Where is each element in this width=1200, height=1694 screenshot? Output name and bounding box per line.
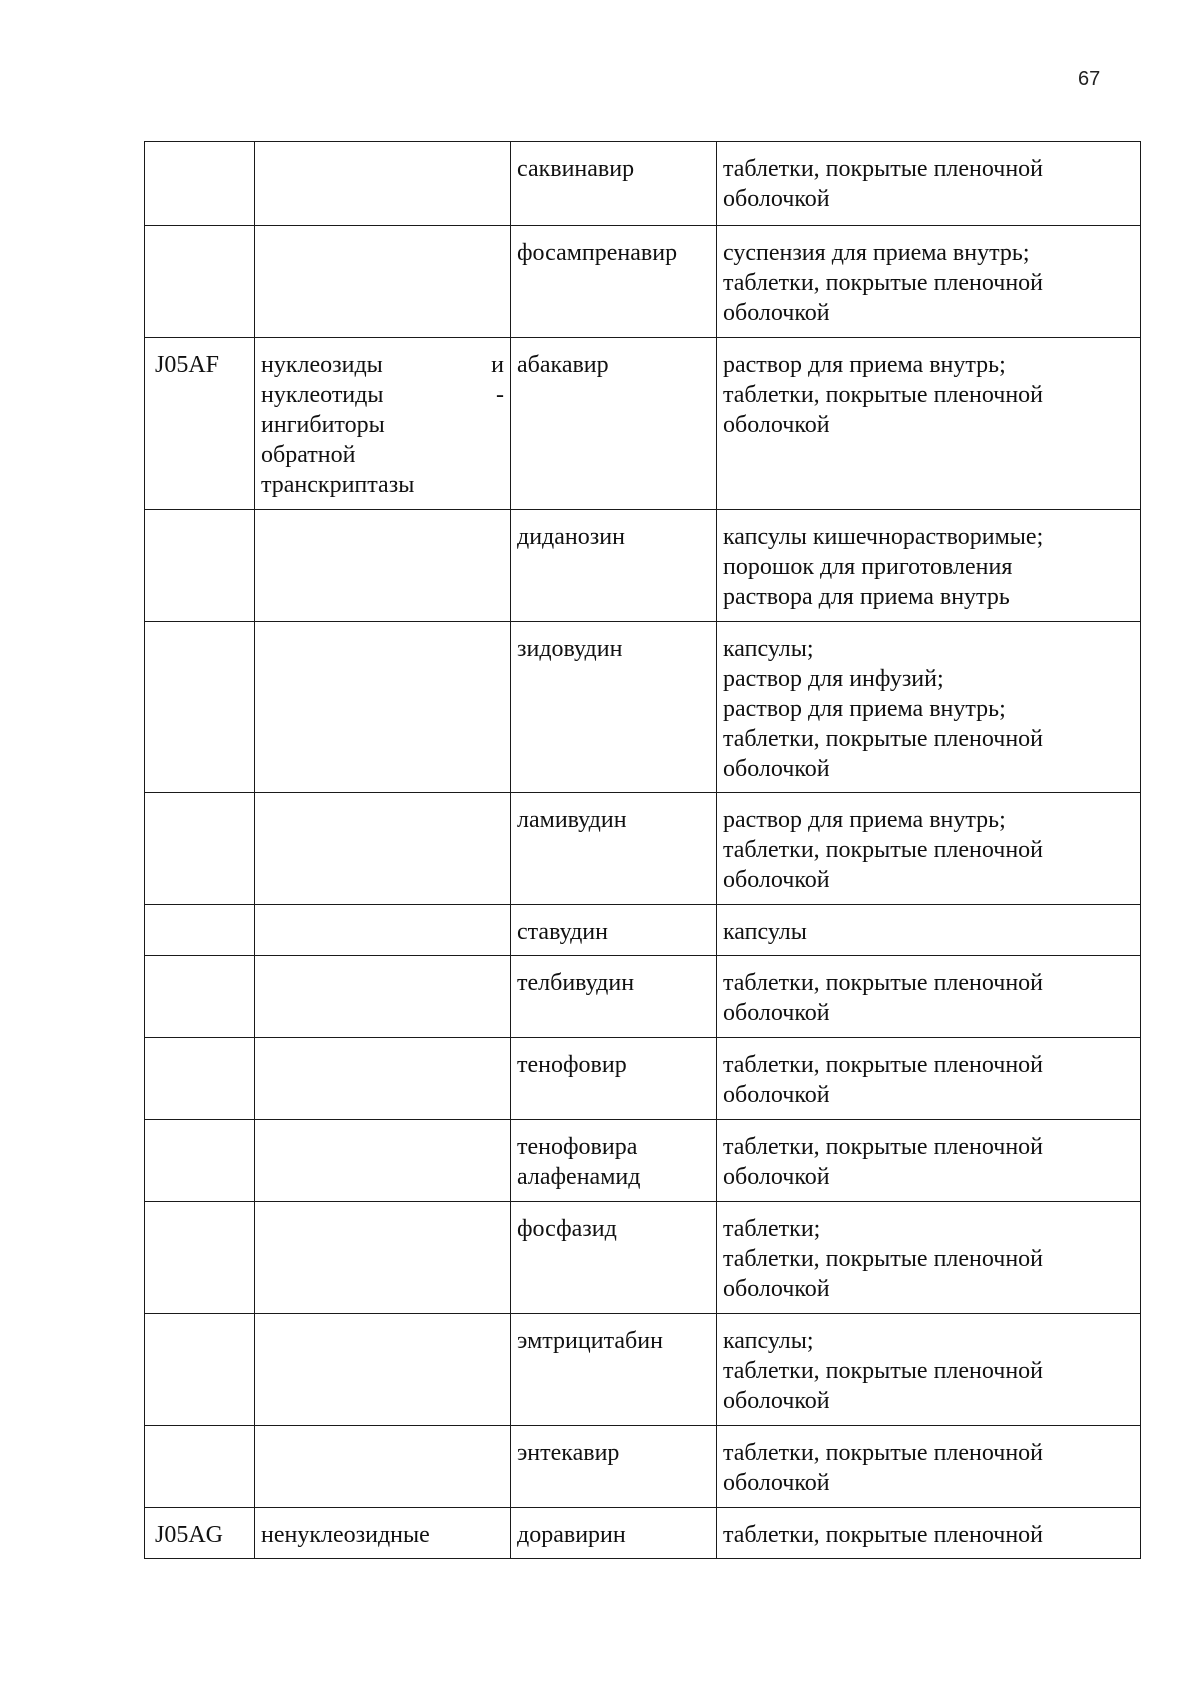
- drug-name-cell: [511, 338, 717, 510]
- dosage-form: таблетки, покрытые пленочной: [723, 1440, 1044, 1466]
- atc-code-cell: [145, 905, 255, 956]
- drug-name-cell: [511, 1314, 717, 1426]
- dosage-form: оболочкой: [723, 186, 830, 212]
- dosage-form: таблетки, покрытые пленочной: [723, 1358, 1044, 1384]
- page-number: 67: [1078, 68, 1101, 90]
- group-name-cell: [255, 905, 511, 956]
- group-name-cell: [255, 622, 511, 793]
- drug-name: ставудин: [517, 919, 608, 945]
- atc-code-cell: [145, 1202, 255, 1314]
- group-name-cell: [255, 1508, 511, 1559]
- drug-name: зидовудин: [517, 636, 623, 662]
- atc-code: [151, 1134, 155, 1160]
- atc-code-cell: [145, 1426, 255, 1508]
- group-name-cell: [255, 226, 511, 338]
- atc-code: [151, 1440, 155, 1466]
- table-row: [145, 1314, 1141, 1426]
- table-row: [145, 1508, 1141, 1559]
- dosage-form: оболочкой: [723, 756, 830, 782]
- dosage-form: капсулы;: [723, 636, 814, 662]
- drug-name-cell: [511, 510, 717, 622]
- dosage-form: таблетки, покрытые пленочной: [723, 270, 1044, 296]
- atc-code-cell: [145, 1314, 255, 1426]
- dosage-form: суспензия для приема внутрь;: [723, 240, 1030, 266]
- dosage-form: таблетки;: [723, 1216, 821, 1242]
- drug-name: эмтрицитабин: [517, 1328, 663, 1354]
- group-name-cell: [255, 142, 511, 226]
- dosage-form-cell: [717, 1038, 1141, 1120]
- dosage-form: оболочкой: [723, 867, 830, 893]
- group-name-cell: [255, 1314, 511, 1426]
- dosage-form: капсулы: [723, 919, 807, 945]
- group-name-cell: [255, 793, 511, 905]
- dosage-form: капсулы кишечнорастворимые;: [723, 524, 1044, 550]
- table-row: [145, 142, 1141, 226]
- drug-name: тенофовира: [517, 1134, 638, 1160]
- dosage-form-cell: [717, 905, 1141, 956]
- table-row: [145, 510, 1141, 622]
- dosage-form: таблетки, покрытые пленочной: [723, 970, 1044, 996]
- atc-code: [151, 970, 155, 996]
- group-name-cell: [255, 1038, 511, 1120]
- atc-code: [151, 1052, 155, 1078]
- atc-code: [151, 1328, 155, 1354]
- atc-code-cell: [145, 1120, 255, 1202]
- atc-code: J05AG: [155, 1522, 224, 1548]
- table-row: [145, 905, 1141, 956]
- atc-code-cell: [145, 510, 255, 622]
- dosage-form-cell: [717, 510, 1141, 622]
- drug-name-cell: [511, 226, 717, 338]
- drug-name: абакавир: [517, 352, 609, 378]
- dosage-form-cell: [717, 1202, 1141, 1314]
- dosage-form: раствор для приема внутрь;: [723, 696, 1006, 722]
- atc-code: [151, 636, 155, 662]
- drug-name-cell: [511, 1426, 717, 1508]
- drug-name-cell: [511, 1508, 717, 1559]
- group-name-line: ингибиторы: [261, 412, 385, 438]
- dosage-form: раствор для инфузий;: [723, 666, 944, 692]
- drug-table-body: [145, 142, 1141, 1559]
- dosage-form: таблетки, покрытые пленочной: [723, 382, 1044, 408]
- group-name-cell: [255, 956, 511, 1038]
- group-name-cell: [255, 1426, 511, 1508]
- table-row: [145, 1120, 1141, 1202]
- drug-name-cell: [511, 622, 717, 793]
- group-name-line: нуклеотиды -: [261, 382, 504, 408]
- drug-name: ламивудин: [517, 807, 627, 833]
- drug-name: доравирин: [517, 1522, 626, 1548]
- atc-code: [151, 807, 155, 833]
- atc-code-cell: [145, 1038, 255, 1120]
- dosage-form-cell: [717, 622, 1141, 793]
- drug-name: энтекавир: [517, 1440, 620, 1466]
- atc-code: [151, 919, 155, 945]
- atc-code-cell: [145, 956, 255, 1038]
- drug-name-cell: [511, 1120, 717, 1202]
- table-row: [145, 622, 1141, 793]
- table-row: [145, 226, 1141, 338]
- dosage-form: раствора для приема внутрь: [723, 584, 1010, 610]
- dosage-form: таблетки, покрытые пленочной: [723, 726, 1044, 752]
- atc-code-cell: [145, 226, 255, 338]
- drug-name-cell: [511, 793, 717, 905]
- dosage-form: оболочкой: [723, 1000, 830, 1026]
- dosage-form: таблетки, покрытые пленочной: [723, 1134, 1044, 1160]
- dosage-form-cell: [717, 338, 1141, 510]
- drug-name: саквинавир: [517, 156, 635, 182]
- table-row: [145, 1202, 1141, 1314]
- dosage-form: таблетки, покрытые пленочной: [723, 1052, 1044, 1078]
- dosage-form: оболочкой: [723, 412, 830, 438]
- dosage-form-cell: [717, 1314, 1141, 1426]
- group-name-cell: [255, 1120, 511, 1202]
- group-name-line: ненуклеозидные: [261, 1522, 430, 1548]
- atc-code: [151, 1216, 155, 1242]
- group-name-line: обратной: [261, 442, 356, 468]
- table-row: [145, 1038, 1141, 1120]
- dosage-form: таблетки, покрытые пленочной: [723, 837, 1044, 863]
- dosage-form-cell: [717, 793, 1141, 905]
- table-row: [145, 793, 1141, 905]
- drug-name-cell: [511, 1202, 717, 1314]
- dosage-form-cell: [717, 1120, 1141, 1202]
- drug-name: фосфазид: [517, 1216, 617, 1242]
- drug-name: диданозин: [517, 524, 625, 550]
- dosage-form: оболочкой: [723, 1470, 830, 1496]
- atc-code: [151, 240, 155, 266]
- drug-name: тенофовир: [517, 1052, 627, 1078]
- dosage-form: раствор для приема внутрь;: [723, 807, 1006, 833]
- group-name-cell: [255, 1202, 511, 1314]
- drug-name-cell: [511, 956, 717, 1038]
- dosage-form: оболочкой: [723, 1082, 830, 1108]
- dosage-form: капсулы;: [723, 1328, 814, 1354]
- dosage-form-cell: [717, 956, 1141, 1038]
- drug-name-cell: [511, 142, 717, 226]
- atc-code-cell: [145, 338, 255, 510]
- atc-code: [151, 156, 155, 182]
- atc-code: [151, 524, 155, 550]
- group-name-line: транскриптазы: [261, 472, 415, 498]
- dosage-form: раствор для приема внутрь;: [723, 352, 1006, 378]
- atc-code: J05AF: [155, 352, 220, 378]
- drug-name: алафенамид: [517, 1164, 641, 1190]
- atc-code-cell: [145, 622, 255, 793]
- drug-name-cell: [511, 1038, 717, 1120]
- group-name-cell: [255, 338, 511, 510]
- group-name-cell: [255, 510, 511, 622]
- table-row: [145, 338, 1141, 510]
- dosage-form: оболочкой: [723, 1276, 830, 1302]
- dosage-form: таблетки, покрытые пленочной: [723, 156, 1044, 182]
- dosage-form-cell: [717, 1426, 1141, 1508]
- dosage-form: оболочкой: [723, 300, 830, 326]
- dosage-form: таблетки, покрытые пленочной: [723, 1246, 1044, 1272]
- drug-name: фосампренавир: [517, 240, 678, 266]
- drug-table: [144, 141, 1141, 1559]
- atc-code-cell: [145, 142, 255, 226]
- dosage-form: порошок для приготовления: [723, 554, 1013, 580]
- dosage-form: оболочкой: [723, 1388, 830, 1414]
- table-row: [145, 956, 1141, 1038]
- group-name-line: нуклеозиды и: [261, 352, 504, 378]
- dosage-form: оболочкой: [723, 1164, 830, 1190]
- dosage-form-cell: [717, 1508, 1141, 1559]
- drug-name: телбивудин: [517, 970, 635, 996]
- table-row: [145, 1426, 1141, 1508]
- dosage-form-cell: [717, 142, 1141, 226]
- atc-code-cell: [145, 1508, 255, 1559]
- dosage-form-cell: [717, 226, 1141, 338]
- dosage-form: таблетки, покрытые пленочной: [723, 1522, 1044, 1548]
- atc-code-cell: [145, 793, 255, 905]
- drug-name-cell: [511, 905, 717, 956]
